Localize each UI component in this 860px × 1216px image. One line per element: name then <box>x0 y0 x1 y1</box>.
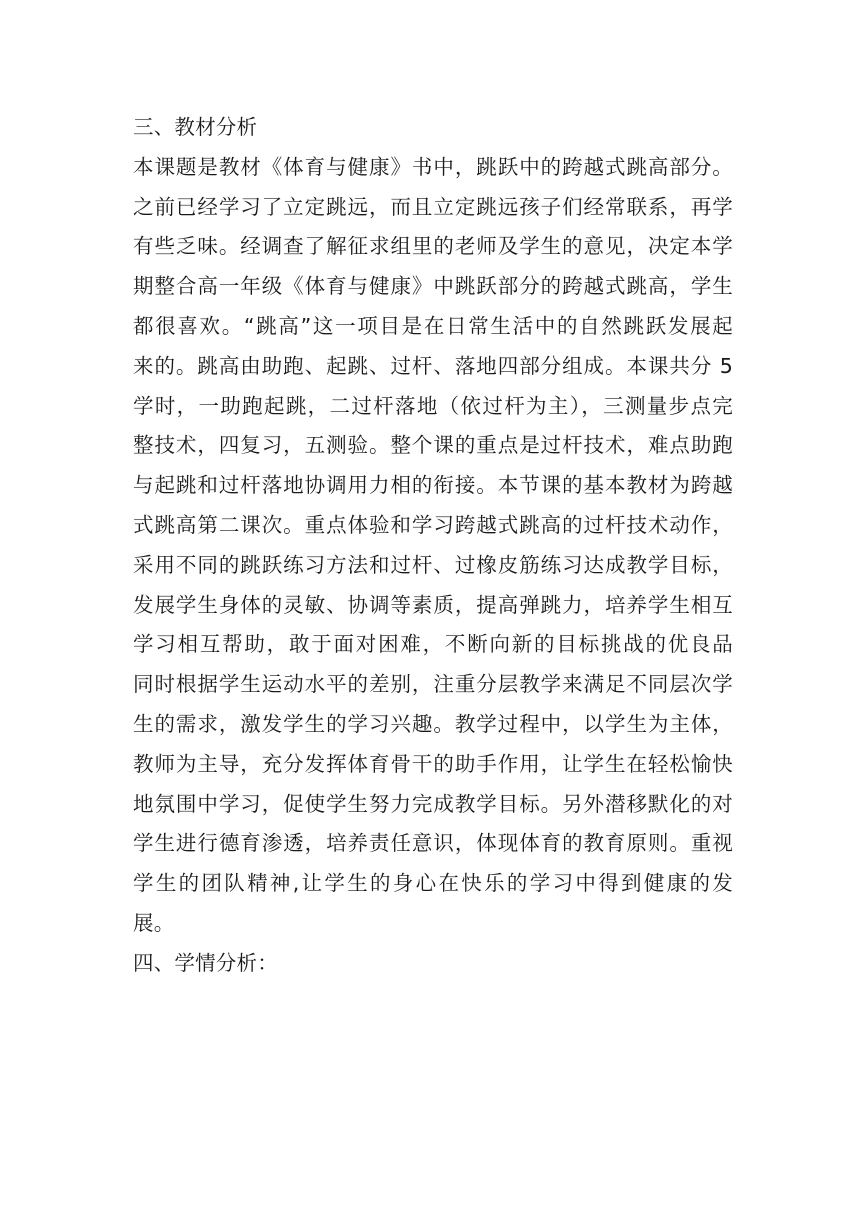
paragraph-line: 教师为主导，充分发挥体育骨干的助手作用，让学生在轻松愉快 <box>133 751 733 776</box>
paragraph-line: 期整合高一年级《体育与健康》中跳跃部分的跨越式跳高，学生 <box>133 274 733 299</box>
paragraph-line: 与起跳和过杆落地协调用力相的衔接。本节课的基本教材为跨越 <box>133 473 733 498</box>
paragraph-line: 学习相互帮助，敢于面对困难，不断向新的目标挑战的优良品 <box>133 632 733 657</box>
paragraph-line: 采用不同的跳跃练习方法和过杆、过橡皮筋练习达成教学目标， <box>133 552 733 577</box>
paragraph-line: 整技术，四复习，五测验。整个课的重点是过杆技术，难点助跑 <box>133 433 733 458</box>
paragraph-line-last: 展。 <box>133 910 175 935</box>
paragraph-line: 式跳高第二课次。重点体验和学习跨越式跳高的过杆技术动作， <box>133 512 733 537</box>
paragraph-line: 之前已经学习了立定跳远，而且立定跳远孩子们经常联系，再学 <box>133 194 733 219</box>
paragraph-line: 学生的团队精神,让学生的身心在快乐的学习中得到健康的发 <box>133 871 733 896</box>
paragraph-line: 都很喜欢。“跳高”这一项目是在日常生活中的自然跳跃发展起 <box>133 313 733 338</box>
document-body <box>133 108 733 984</box>
paragraph-line: 同时根据学生运动水平的差别，注重分层教学来满足不同层次学 <box>133 672 733 697</box>
paragraph-line: 生的需求，激发学生的学习兴趣。教学过程中，以学生为主体， <box>133 711 733 736</box>
paragraph-line: 有些乏味。经调查了解征求组里的老师及学生的意见，决定本学 <box>133 234 733 259</box>
paragraph-line: 来的。跳高由助跑、起跳、过杆、落地四部分组成。本课共分 5 <box>133 353 733 378</box>
paragraph-line: 发展学生身体的灵敏、协调等素质，提高弹跳力，培养学生相互 <box>133 592 733 617</box>
section-heading-student-analysis: 四、学情分析： <box>133 950 278 975</box>
section-heading-textbook-analysis: 三、教材分析 <box>133 115 258 139</box>
paragraph-line: 地氛围中学习，促使学生努力完成教学目标。另外潜移默化的对 <box>133 791 733 816</box>
paragraph-line: 学时，一助跑起跳，二过杆落地（依过杆为主），三测量步点完 <box>133 393 733 418</box>
paragraph-line: 学生进行德育渗透，培养责任意识，体现体育的教育原则。重视 <box>133 831 733 856</box>
paragraph-line: 本课题是教材《体育与健康》书中，跳跃中的跨越式跳高部分。 <box>133 154 733 179</box>
